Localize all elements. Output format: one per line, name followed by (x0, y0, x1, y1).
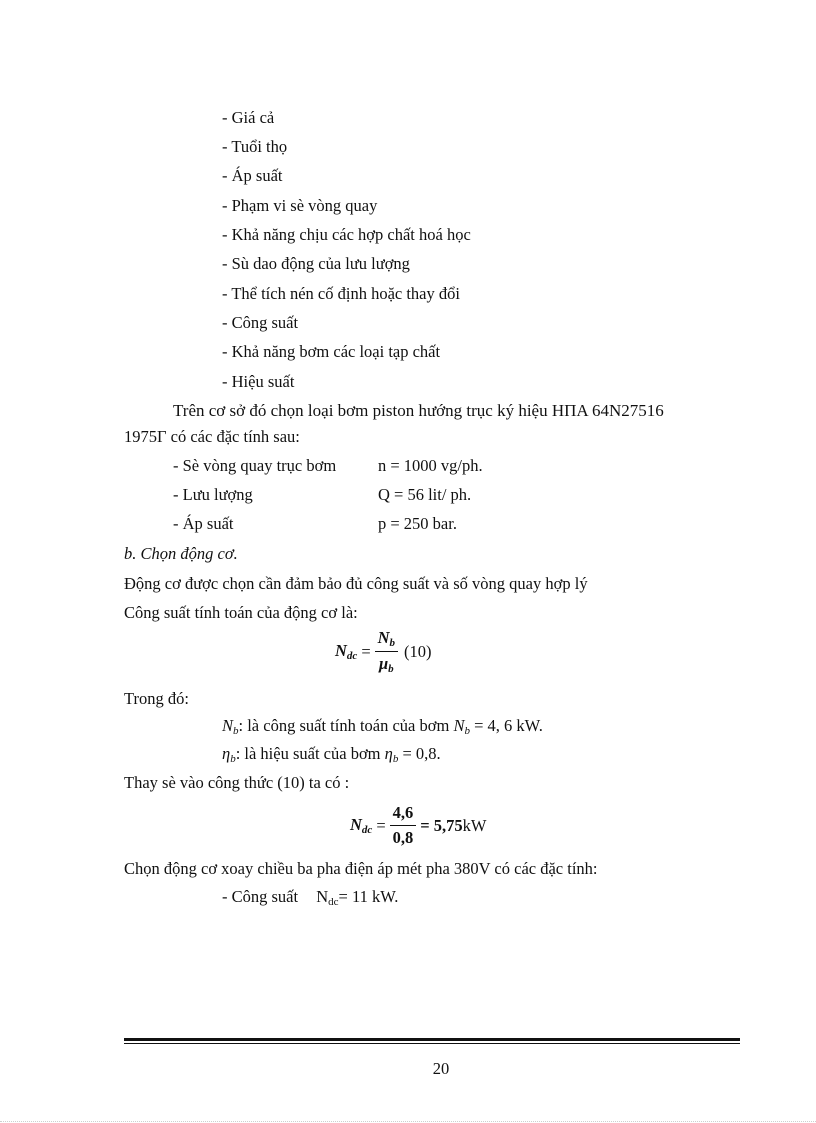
footer-rule (124, 1038, 740, 1041)
list-item: - Khả năng bơm các loại tạp chất (222, 342, 441, 361)
list-item: - Áp suất (222, 166, 283, 185)
formula-power-result: $N_{dc}$ = $\frac{4,6}{0,8}$ = 5,75 kW (350, 803, 487, 847)
motor-power: - Công suất $N_{dc}= 11$ kW. (222, 887, 399, 908)
calc-intro: Công suất tính toán của động cơ là: (124, 603, 358, 622)
where-label: Trong đó: (124, 689, 189, 708)
list-item: - Khả năng chịu các hợp chất hoá học (222, 225, 471, 244)
spec-value: Q = 56 lit/ ph. (378, 485, 472, 504)
list-item: - Hiệu suất (222, 372, 295, 391)
equation-number: (10) (404, 641, 432, 661)
definition-pump-efficiency: $\eta_b$: là hiệu suất của bơm $\eta_b = 0,8$. (222, 744, 441, 765)
spec-value: p = 250 bar. (378, 514, 457, 533)
footer-rule-thin (124, 1043, 740, 1044)
pump-intro-line2: 1975Г có các đặc tính sau: (124, 427, 300, 446)
spec-label: - Sè vòng quay trục bơm (173, 456, 337, 475)
formula-unit: kW (462, 815, 487, 835)
formula-lhs: $N_{dc}$ (335, 641, 358, 662)
motor-requirement: Động cơ được chọn cần đảm bảo đủ công suất và số vòng quay hợp lý (124, 574, 588, 593)
substitute-text: Thay sè vào công thức (10) ta có : (124, 773, 350, 792)
page-number: 20 (432, 1059, 450, 1078)
definition-pump-power: $N_b$: là công suất tính toán của bơm $N_b = 4$, 6 kW. (222, 716, 543, 737)
pump-intro-line1: Trên cơ sở đó chọn loại bơm piston hướng trục ký hiệu HПA 64N27516 (173, 401, 664, 420)
spec-label: - Áp suất (173, 514, 234, 533)
spec-value: n = 1000 vg/ph. (378, 456, 483, 475)
formula-power-ratio: $N_{dc}$ = $\frac{N_b}{\mu_b}$ (10) (335, 628, 432, 675)
spec-label: - Lưu lượng (173, 485, 253, 504)
list-item: - Sù dao động của lưu lượng (222, 254, 410, 273)
formula-result: = 5,75 (420, 815, 463, 835)
list-item: - Giá cả (222, 108, 275, 127)
list-item: - Tuổi thọ (222, 137, 288, 156)
formula-lhs: $N_{dc}$ (350, 815, 373, 836)
page-edge-dots (0, 1121, 816, 1122)
fraction: $\frac{4,6}{0,8}$ (390, 803, 417, 848)
list-item: - Thể tích nén cố định hoặc thay đổi (222, 284, 460, 303)
fraction: $\frac{N_b}{\mu_b}$ (375, 628, 398, 675)
motor-choice: Chọn động cơ xoay chiều ba pha điện áp mét pha 380V có các đặc tính: (124, 859, 598, 878)
list-item: - Phạm vi sè vòng quay (222, 196, 378, 215)
list-item: - Công suất (222, 313, 299, 332)
section-heading: b. Chọn động cơ. (124, 544, 238, 563)
